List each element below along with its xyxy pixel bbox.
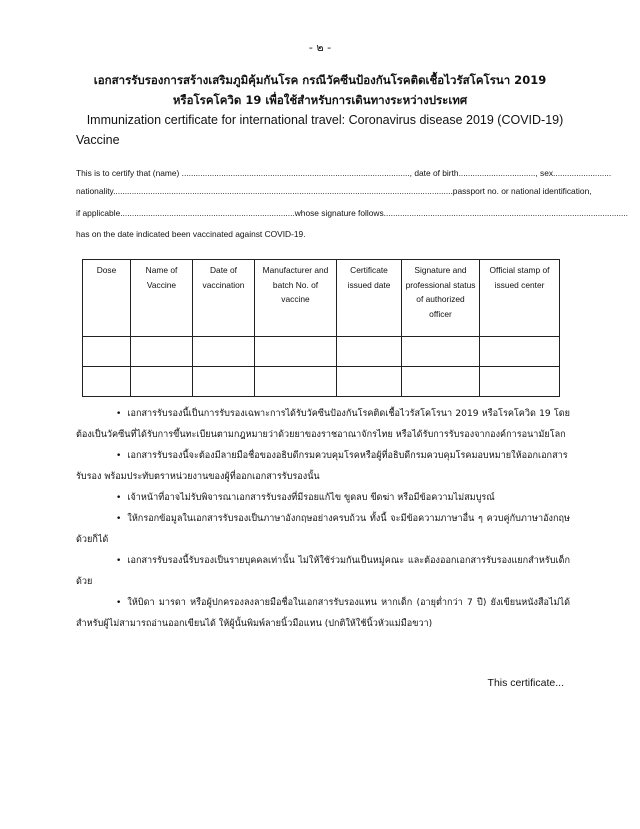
form-line-vaccinated-statement: has on the date indicated been vaccinated against COVID-19. (76, 229, 306, 239)
table-cell (255, 337, 337, 367)
note-text: เอกสารรับรองนี้จะต้องมีลายมือชื่อของอธิบดีกรมควบคุมโรคหรือผู้ที่อธิบดีกรมควบคุมโรคมอบหมายให้ออกเอกสารรับรอง พร้อมประทับตราหน่วยงานของผู้ที่ออกเอกสารรับรองนั้น (76, 451, 568, 482)
note-text: ให้กรอกข้อมูลในเอกสารรับรองเป็นภาษาอังกฤษอย่างครบถ้วน ทั้งนี้ จะมีข้อความภาษาอื่น ๆ ควบคู่กับภาษาอังกฤษด้วยก็ได้ (76, 514, 570, 545)
form-line-name-dob-sex: This is to certify that (name) .................................................................................................., date of birth................................., sex......................... (76, 168, 612, 178)
notes-list (76, 404, 570, 635)
column-header-certificate-date: Certificate issued date (337, 260, 402, 337)
note-text: ให้บิดา มารดา หรือผู้ปกครองลงลายมือชื่อในเอกสารรับรองแทน หากเด็ก (อายุต่ำกว่า 7 ปี) ยังเขียนหนังสือไม่ได้ สำหรับผู้ไม่สามารถอ่านออกเขียนได้ ให้ผู้นั้นพิมพ์ลายนิ้วมือแทน (ปกติให้ใช้นิ้วหัวแม่มือขวา) (76, 598, 570, 629)
table-header-row (83, 260, 560, 337)
column-header-vaccination-date: Date of vaccination (193, 260, 255, 337)
bullet-icon: • (116, 514, 122, 524)
note-item (76, 593, 570, 635)
table-cell (83, 367, 131, 397)
form-line-signature: if applicable...........................................................................whose signature follows......................................................................................................... (76, 208, 628, 218)
column-header-manufacturer-batch: Manufacturer and batch No. of vaccine (255, 260, 337, 337)
table-cell (83, 337, 131, 367)
bullet-icon: • (116, 598, 122, 608)
column-header-dose: Dose (83, 260, 131, 337)
note-item (76, 404, 570, 446)
document-title-thai: เอกสารรับรองการสร้างเสริมภูมิคุ้มกันโรค กรณีวัคซีนป้องกันโรคติดเชื้อไวรัสโคโรนา 2019 (93, 73, 547, 87)
form-line-nationality-passport: nationality..................................................................................................................................................passport no. or national identification, (76, 186, 592, 196)
column-header-officer-signature: Signature and professional status of authorized officer (402, 260, 480, 337)
bullet-icon: • (116, 451, 122, 461)
table-cell (131, 337, 193, 367)
document-title-english-continued: Vaccine (76, 133, 120, 147)
table-cell (193, 367, 255, 397)
note-item (76, 509, 570, 551)
table-cell (480, 367, 560, 397)
note-text: เอกสารรับรองนี้รับรองเป็นรายบุคคลเท่านั้น ไม่ให้ใช้ร่วมกันเป็นหมู่คณะ และต้องออกเอกสารรับรองแยกสำหรับเด็กด้วย (76, 556, 570, 587)
table-cell (255, 367, 337, 397)
note-item (76, 551, 570, 593)
vaccination-record-table (82, 259, 560, 397)
column-header-official-stamp: Official stamp of issued center (480, 260, 560, 337)
continuation-text: This certificate... (487, 677, 564, 689)
note-text: เอกสารรับรองนี้เป็นการรับรองเฉพาะการได้รับวัคซีนป้องกันโรคติดเชื้อไวรัสโคโรนา 2019 หรือโรคโควิด 19 โดยต้องเป็นวัคซีนที่ได้รับการขึ้นทะเบียนตามกฎหมายว่าด้วยยาของราชอาณาจักรไทย หรือได้รับการรับรองจากองค์การอนามัยโลก (76, 409, 570, 440)
table-cell (131, 367, 193, 397)
document-subtitle-thai: หรือโรคโควิด 19 เพื่อใช้สำหรับการเดินทางระหว่างประเทศ (172, 93, 468, 107)
table-cell (337, 337, 402, 367)
document-title-english: Immunization certificate for international travel: Coronavirus disease 2019 (COVID-19) (86, 113, 564, 127)
page-number: - ๒ - (308, 41, 332, 54)
table-row (83, 367, 560, 397)
table-cell (337, 367, 402, 397)
bullet-icon: • (116, 556, 122, 566)
note-item (76, 488, 570, 509)
table-row (83, 337, 560, 367)
note-text: เจ้าหน้าที่อาจไม่รับพิจารณาเอกสารรับรองที่มีรอยแก้ไข ขูดลบ ขีดฆ่า หรือมีข้อความไม่สมบูรณ์ (127, 493, 495, 503)
column-header-vaccine-name: Name of Vaccine (131, 260, 193, 337)
table-cell (480, 337, 560, 367)
bullet-icon: • (116, 493, 122, 503)
table-cell (193, 337, 255, 367)
table-cell (402, 337, 480, 367)
table-cell (402, 367, 480, 397)
bullet-icon: • (116, 409, 122, 419)
note-item (76, 446, 570, 488)
